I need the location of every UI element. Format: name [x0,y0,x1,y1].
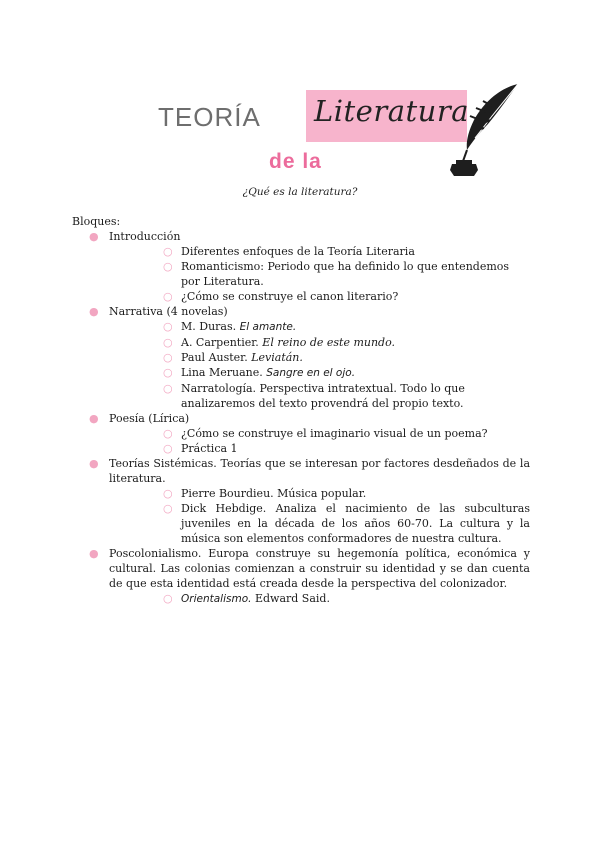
subsection-list [109,319,530,411]
section-item [72,229,530,304]
quill-inkwell-icon [440,80,522,180]
bullet-dot-icon: ● [89,457,99,470]
list-item: ○ Romanticismo: Periodo que ha definido lo que entendemos por Literatura. [163,260,510,288]
section-item [72,304,530,411]
bullet-circle-icon: ○ [163,382,173,395]
bullet-circle-icon: ○ [163,260,173,273]
bullet-circle-icon: ○ [163,351,173,364]
subsection-list [109,244,530,304]
bullet-circle-icon: ○ [163,427,173,440]
bullet-circle-icon: ○ [163,290,173,303]
section-title: Poscolonialismo. Europa construye su hegemonía política, económica y cultural. Las colonias comienzan a construir su identidad y se dan cuenta de que esta identidad está creada desde la perspectiva del colonizador. [109,547,530,590]
bullet-circle-icon: ○ [163,366,173,379]
section-title: Teorías Sistémicas. Teorías que se interesan por factores desdeñados de la literatura. [109,457,530,485]
bullet-dot-icon: ● [89,547,99,560]
bullet-circle-icon: ○ [163,592,173,605]
bloques-label: Bloques: [72,215,121,228]
bullet-dot-icon: ● [89,305,99,318]
sections-list [72,229,530,607]
section-title: Narrativa (4 novelas) [109,305,228,318]
subsection-list [109,591,530,607]
title-teoria: TEORÍA [158,102,261,132]
bullet-dot-icon: ● [89,412,99,425]
content-body [72,214,530,607]
bullet-circle-icon: ○ [163,336,173,349]
bullet-circle-icon: ○ [163,442,173,455]
bullet-circle-icon: ○ [163,487,173,500]
bullet-circle-icon: ○ [163,502,173,515]
list-item: ○ ¿Cómo se construye el canon literario? [163,290,399,303]
bullet-circle-icon: ○ [163,245,173,258]
list-item: ○ Diferentes enfoques de la Teoría Literaria [163,245,415,258]
bullet-circle-icon: ○ [163,320,173,333]
list-item: ○ Lina Meruane. Sangre en el ojo. [163,366,356,379]
section-title: Introducción [109,230,181,243]
list-item: ○ Práctica 1 [163,442,238,455]
list-item: ○ Narratología. Perspectiva intratextual. Todo lo que analizaremos del texto provendrá del propio texto. [163,382,465,410]
section-item [72,411,530,456]
section-item [72,456,530,546]
subtitle: ¿Qué es la literatura? [242,186,358,198]
list-item: ○ Paul Auster. Leviatán. [163,351,303,364]
title-de-la: de la [269,150,322,173]
list-item: ○ ¿Cómo se construye el imaginario visual de un poema? [163,427,488,440]
subsection-list [109,486,530,546]
list-item: ○ M. Duras. El amante. [163,320,297,333]
list-item: ○ Dick Hebdige. Analiza el nacimiento de las subculturas juveniles en la década de los años 60-70. La cultura y la música son elementos conformadores de nuestra cultura. [163,502,530,545]
bullet-dot-icon: ● [89,230,99,243]
list-item: ○ Orientalismo. Edward Said. [163,592,330,605]
title-literatura: Literatura [314,94,469,128]
subsection-list [109,426,530,456]
section-title: Poesía (Lírica) [109,412,190,425]
list-item: ○ Pierre Bourdieu. Música popular. [163,487,367,500]
list-item: ○ A. Carpentier. El reino de este mundo. [163,336,396,349]
section-item [72,546,530,607]
